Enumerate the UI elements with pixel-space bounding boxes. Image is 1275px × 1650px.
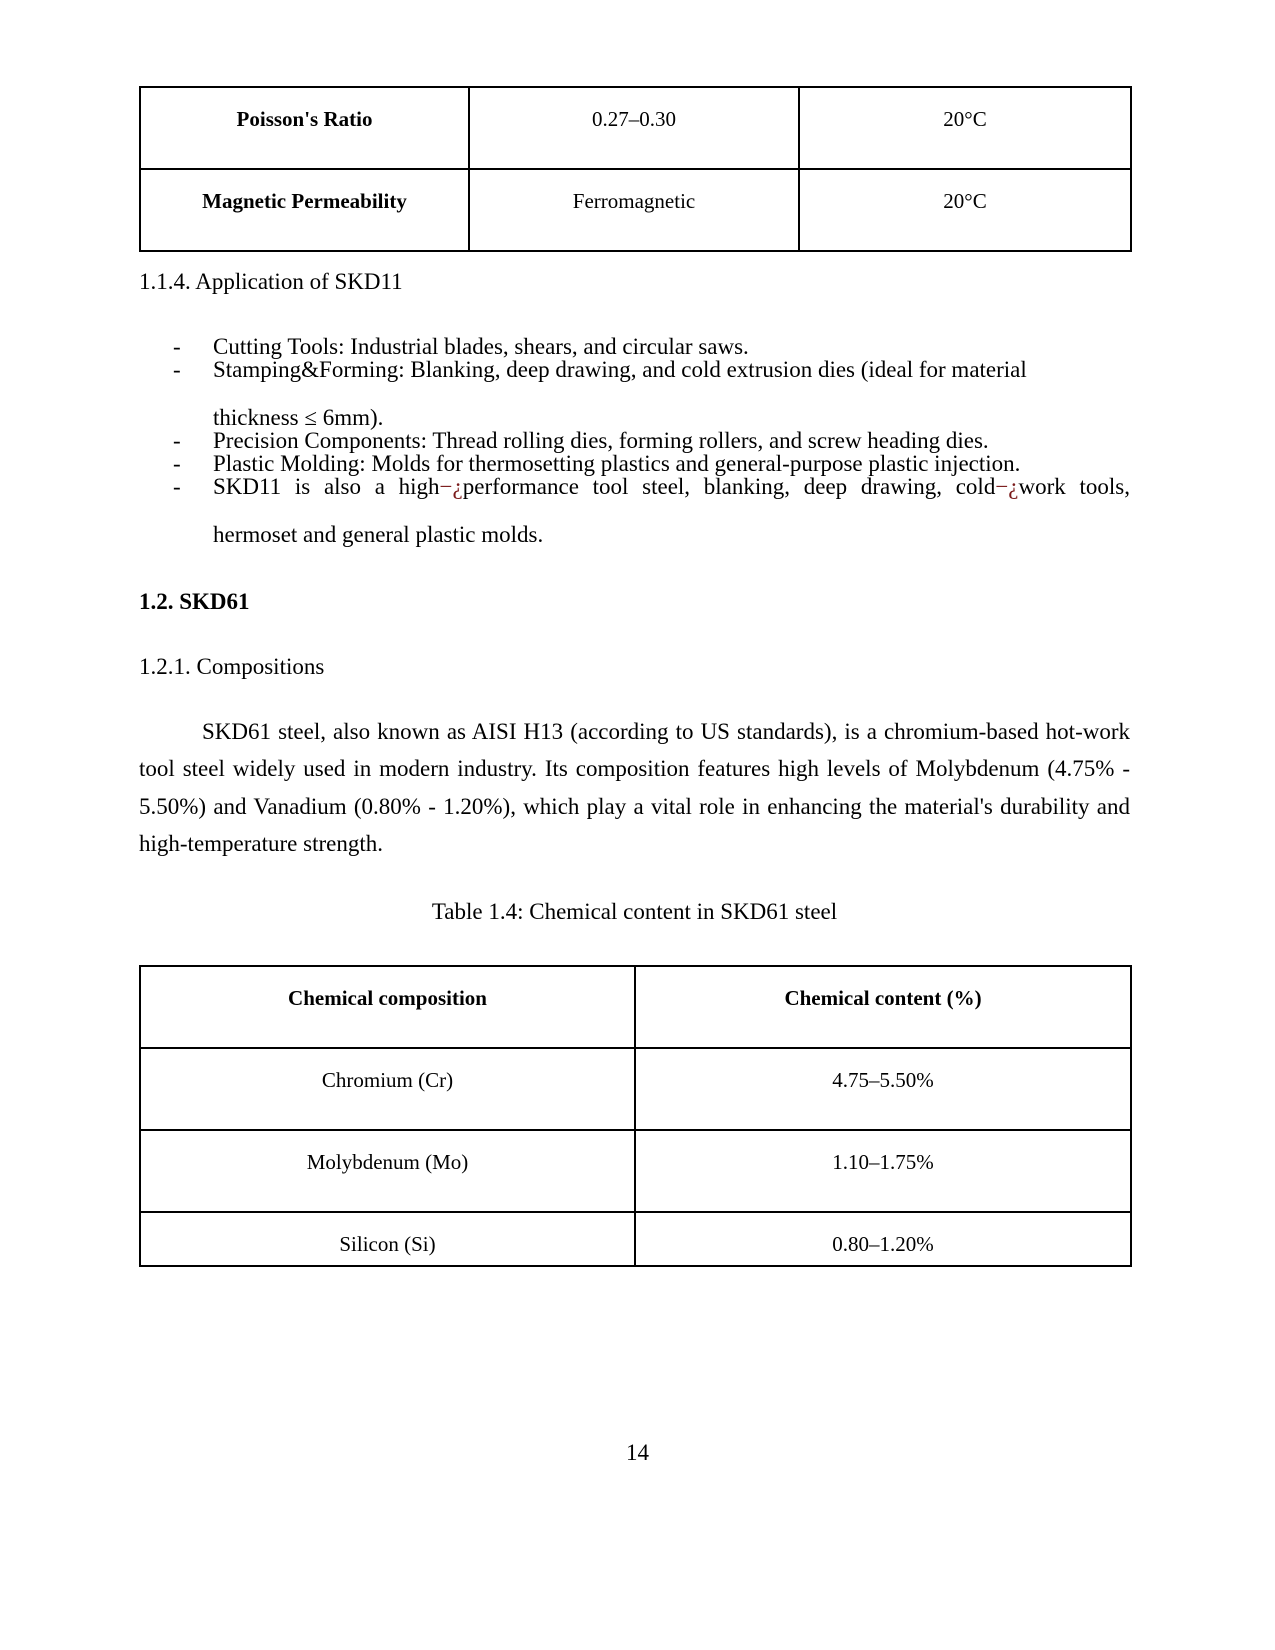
condition-cell bbox=[799, 87, 1131, 169]
table-row bbox=[140, 1212, 1131, 1266]
composition-cell bbox=[140, 1212, 635, 1266]
properties-table bbox=[139, 86, 1132, 252]
text-part: performance tool steel, blanking, deep drawing, cold bbox=[462, 474, 996, 500]
page-number: 14 bbox=[626, 1440, 649, 1465]
section-heading-1-1-4: 1.1.4. Application of SKD11 bbox=[139, 269, 403, 295]
list-item bbox=[139, 429, 1130, 452]
inverted-question-symbol: −¿ bbox=[439, 474, 463, 500]
property-label: Magnetic Permeability bbox=[202, 189, 407, 214]
dash-bullet-icon: - bbox=[173, 451, 181, 477]
composition-cell bbox=[140, 1048, 635, 1130]
property-value: Ferromagnetic bbox=[572, 189, 696, 214]
table-caption: Table 1.4: Chemical content in SKD61 steel bbox=[431, 899, 838, 925]
table-row bbox=[140, 1130, 1131, 1212]
content-cell bbox=[635, 1130, 1131, 1212]
list-item bbox=[139, 452, 1130, 475]
spacer bbox=[139, 252, 1130, 270]
composition-name: Silicon (Si) bbox=[339, 1232, 436, 1257]
chemical-content-table bbox=[139, 965, 1132, 1267]
content-value: 4.75–5.50% bbox=[832, 1068, 934, 1093]
composition-name: Chromium (Cr) bbox=[321, 1068, 454, 1093]
page-content bbox=[139, 0, 1130, 1267]
table-row bbox=[140, 1048, 1131, 1130]
table-row bbox=[140, 169, 1131, 251]
list-item-text-line2: thickness ≤ 6mm). bbox=[213, 405, 384, 431]
text-part: work tools, bbox=[1018, 474, 1130, 500]
list-item bbox=[139, 358, 1130, 429]
header-label: Chemical content (%) bbox=[784, 986, 982, 1011]
list-item-text: Plastic Molding: Molds for thermosetting plastics and general-purpose plastic injection. bbox=[213, 451, 1021, 477]
list-item-text: Cutting Tools: Industrial blades, shears, and circular saws. bbox=[213, 334, 749, 360]
application-bullet-list bbox=[139, 335, 1130, 546]
list-item bbox=[139, 335, 1130, 358]
content-cell bbox=[635, 1212, 1131, 1266]
list-item-text: Stamping&Forming: Blanking, deep drawing, and cold extrusion dies (ideal for material bbox=[213, 357, 1027, 383]
list-item bbox=[139, 475, 1130, 546]
condition-cell bbox=[799, 169, 1131, 251]
header-label: Chemical composition bbox=[288, 986, 487, 1011]
list-item-text: Precision Components: Thread rolling dies, forming rollers, and screw heading dies. bbox=[213, 428, 989, 454]
spacer bbox=[139, 613, 1130, 655]
property-cell bbox=[140, 87, 469, 169]
column-header-composition bbox=[140, 966, 635, 1048]
value-cell bbox=[469, 87, 799, 169]
composition-cell bbox=[140, 1130, 635, 1212]
spacer bbox=[139, 293, 1130, 335]
dash-bullet-icon: - bbox=[173, 357, 181, 383]
dash-bullet-icon: - bbox=[173, 474, 181, 500]
table-row bbox=[140, 87, 1131, 169]
composition-name: Molybdenum (Mo) bbox=[306, 1150, 469, 1175]
property-condition: 20°C bbox=[943, 107, 987, 131]
property-value: 0.27–0.30 bbox=[592, 107, 676, 131]
spacer bbox=[139, 862, 1130, 900]
spacer bbox=[139, 923, 1130, 965]
dash-bullet-icon: - bbox=[173, 334, 181, 360]
table-header-row bbox=[140, 966, 1131, 1048]
list-item-text-line2: hermoset and general plastic molds. bbox=[213, 522, 544, 548]
spacer bbox=[139, 546, 1130, 590]
value-cell bbox=[469, 169, 799, 251]
property-label: Poisson's Ratio bbox=[236, 107, 373, 131]
property-cell bbox=[140, 169, 469, 251]
compositions-paragraph: SKD61 steel, also known as AISI H13 (according to US standards), is a chromium-based hot-work tool steel widely used in modern industry. Its composition features high levels of Molybdenum (4.75% - 5.50%) and Vanadium (0.80% - 1.20%), which play a vital role in enhancing the material's durability and high-temperature strength. bbox=[139, 719, 1130, 856]
section-heading-1-2-1: 1.2.1. Compositions bbox=[139, 654, 325, 680]
dash-bullet-icon: - bbox=[173, 428, 181, 454]
spacer bbox=[139, 678, 1130, 713]
content-value: 1.10–1.75% bbox=[832, 1150, 934, 1175]
top-margin-spacer bbox=[139, 0, 1130, 86]
inverted-question-symbol: −¿ bbox=[995, 474, 1019, 500]
column-header-content bbox=[635, 966, 1131, 1048]
content-cell bbox=[635, 1048, 1131, 1130]
property-condition: 20°C bbox=[943, 189, 987, 214]
section-heading-1-2: 1.2. SKD61 bbox=[139, 589, 250, 615]
list-item-text bbox=[213, 475, 1130, 498]
content-value: 0.80–1.20% bbox=[832, 1232, 934, 1257]
text-part: SKD11 is also a high bbox=[213, 474, 440, 500]
